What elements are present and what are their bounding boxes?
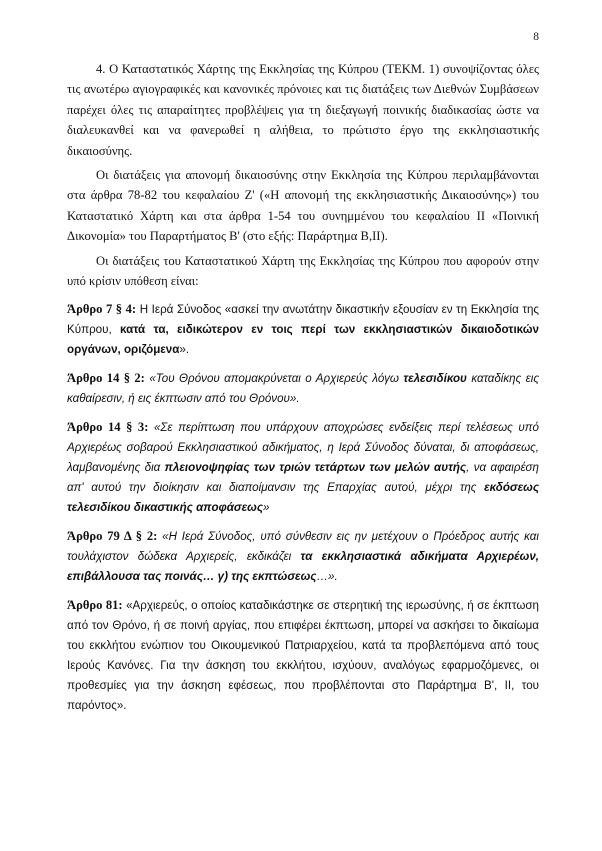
article-81 [67, 595, 539, 716]
article-bold-italic-text: πλειονοψηφίας των τριών τετάρτων των μελών αυτής [164, 461, 467, 475]
article-bold-italic-text: τελεσιδίκου [403, 372, 467, 386]
paragraph-provisions: Οι διατάξεις για απονομή δικαιοσύνης στην Εκκλησία της Κύπρου περιλαμβάνονται στα άρθρα 78-82 του κεφαλαίου Ζ' («Η απονομή της εκκλησιαστικής Δικαιοσύνης») του Καταστατικό Χάρτη και στα άρθρα 1-54 του συνημμένου του κεφαλαίου ΙΙ «Ποινική Δικονομία» του Παραρτήματος Β' (στο εξής: Παράρτημα Β,ΙΙ). [67, 168, 539, 244]
article-79d-2 [67, 526, 539, 587]
article-bold-italic-text: τα εκκλησιαστικά αδικήματα Αρχιερέων, επιβάλλουσα τας ποινάς… γ) της εκπτώσεως [67, 550, 539, 584]
article-14-2 [67, 368, 539, 409]
article-italic-text: «Η Ιερά Σύνοδος, υπό σύνθεσιν εις ην μετέχουν ο Πρόεδρος αυτής και τουλάχιστον δώδεκα Αρχιερείς, εκδικάζει [67, 530, 539, 564]
article-14-3 [67, 417, 539, 518]
paragraph-relevant-provisions: Οι διατάξεις του Καταστατικού Χάρτη της Εκκλησίας της Κύπρου που αφορούν στην υπό κρίσιν υπόθεση είναι: [67, 253, 539, 289]
document-body [67, 59, 539, 716]
article-heading: Άρθρο 81: [67, 598, 123, 613]
article-italic-text: , να αφαιρέση απ' αυτού την διοίκησιν και διαποίμανσιν της Επαρχίας αυτού, μέχρι της [67, 461, 539, 495]
article-text: Η Ιερά Σύνοδος «ασκεί την ανωτάτην δικαστικήν εξουσίαν εν τη Εκκλησία της Κύπρου, [67, 303, 539, 337]
article-heading: Άρθρο 79 Δ § 2: [67, 529, 158, 544]
page-number: 8 [533, 31, 539, 43]
article-bold-italic-text: εκδόσεως τελεσιδίκου δικαστικής αποφάσεως [67, 481, 539, 515]
article-italic-text: «Σε περίπτωση που υπάρχουν αποχρώσες ενδείξεις περί τελέσεως υπό Αρχιερέως σοβαρού Εκκλησιαστικού αδικήματος, η Ιερά Σύνοδος δύναται, δι αποφάσεως, λαμβανομένης δια [67, 421, 539, 475]
article-heading: Άρθρο 7 § 4: [67, 302, 137, 317]
article-text: «Αρχιερεύς, ο οποίος καταδικάστηκε σε στερητική της ιερωσύνης, ή σε έκπτωση από τον Θρόνο, ή σε ποινή αργίας, που επιφέρει έκπτωση, μπορεί να ασκήσει το δικαίωμα του εκκλήτου ενώπιον του Οικουμενικού Πατριαρχείου, κατά τα προβλεπόμενα από τους Ιερούς Κανόνες. Για την άσκηση του εκκλήτου, ισχύουν, αναλόγως εφαρμοζόμενες, οι προθεσμίες για την άσκηση εφέσεως, που προβλέπονται στο Παράρτημα Β', ΙΙ, του παρόντος». [67, 599, 539, 713]
article-italic-text: » [263, 501, 270, 515]
article-heading: Άρθρο 14 § 2: [67, 371, 145, 386]
article-italic-text: …». [316, 570, 338, 584]
paragraph-4: 4. Ο Καταστατικός Χάρτης της Εκκλησίας της Κύπρου (ΤΕΚΜ. 1) συνοψίζοντας όλες τις ανωτέρω αγιογραφικές και κανονικές πρόνοιες και τις διατάξεις των Διεθνών Συμβάσεων παρέχει όλες τις απαραίτητες προβλέψεις για τη διεξαγωγή ποινικής διαδικασίας ώστε να διαλευκανθεί και να φανερωθεί η αλήθεια, το πρώτιστο έργο της εκκλησιαστικής δικαιοσύνης. [67, 62, 539, 158]
article-7-4 [67, 299, 539, 360]
article-italic-text: καταδίκης εις καθαίρεσιν, ή εις έκπτωσιν από του Θρόνου». [67, 372, 539, 406]
article-bold-text: κατά τα, ειδικώτερον εν τοις περί των εκκλησιαστικών δικαιοδοτικών οργάνων, οριζόμενα [67, 323, 539, 357]
article-text: ». [179, 343, 190, 357]
article-italic-text: «Του Θρόνου απομακρύνεται ο Αρχιερεύς λόγω [144, 372, 404, 386]
article-heading: Άρθρο 14 § 3: [67, 420, 149, 435]
